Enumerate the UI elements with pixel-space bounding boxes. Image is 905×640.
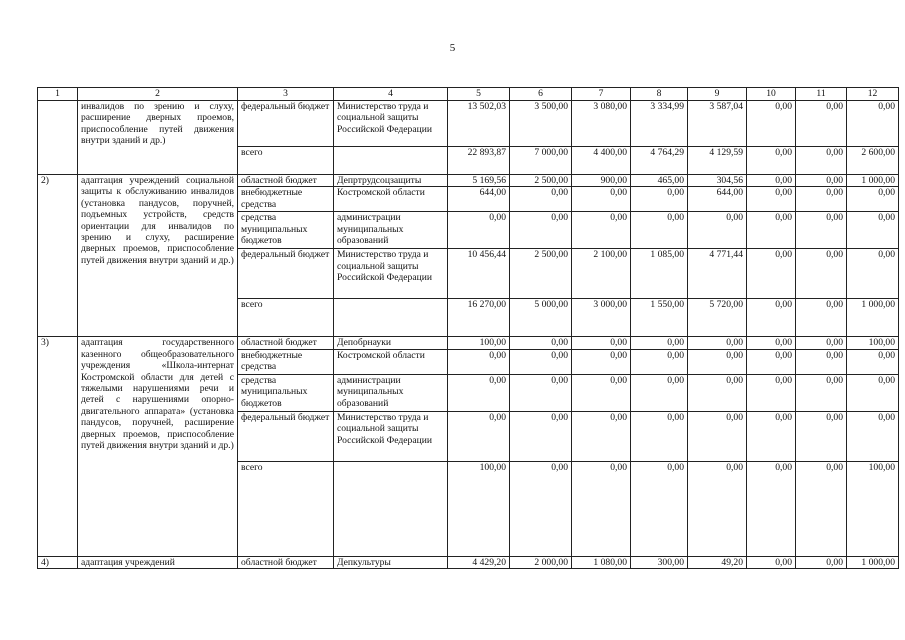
amount-cell: 0,00 bbox=[847, 101, 899, 147]
amount-cell: 22 893,87 bbox=[448, 147, 510, 175]
amount-cell: 100,00 bbox=[448, 337, 510, 349]
amount-cell: 0,00 bbox=[572, 461, 631, 556]
amount-cell: 0,00 bbox=[747, 556, 796, 568]
amount-cell: 0,00 bbox=[631, 349, 688, 374]
amount-cell: 0,00 bbox=[747, 411, 796, 461]
amount-cell: 0,00 bbox=[572, 337, 631, 349]
amount-cell: 644,00 bbox=[448, 187, 510, 212]
responsible-organization: администрации муниципальных образований bbox=[334, 374, 448, 411]
amount-cell: 100,00 bbox=[448, 461, 510, 556]
amount-cell: 300,00 bbox=[631, 556, 688, 568]
responsible-organization: Депкультуры bbox=[334, 556, 448, 568]
column-header: 5 bbox=[448, 88, 510, 101]
amount-cell: 2 000,00 bbox=[510, 556, 572, 568]
amount-cell: 3 334,99 bbox=[631, 101, 688, 147]
amount-cell: 1 000,00 bbox=[847, 175, 899, 187]
amount-cell: 0,00 bbox=[572, 212, 631, 249]
funding-source: федеральный бюджет bbox=[238, 249, 334, 299]
amount-cell: 5 169,56 bbox=[448, 175, 510, 187]
amount-cell: 0,00 bbox=[631, 374, 688, 411]
amount-cell: 0,00 bbox=[510, 349, 572, 374]
column-header: 10 bbox=[747, 88, 796, 101]
amount-cell: 0,00 bbox=[747, 187, 796, 212]
amount-cell: 0,00 bbox=[796, 212, 847, 249]
column-header: 12 bbox=[847, 88, 899, 101]
amount-cell: 0,00 bbox=[688, 337, 747, 349]
amount-cell: 0,00 bbox=[747, 175, 796, 187]
amount-cell: 2 600,00 bbox=[847, 147, 899, 175]
amount-cell: 4 429,20 bbox=[448, 556, 510, 568]
amount-cell: 0,00 bbox=[448, 374, 510, 411]
funding-source: областной бюджет bbox=[238, 175, 334, 187]
column-header: 8 bbox=[631, 88, 688, 101]
amount-cell: 0,00 bbox=[847, 374, 899, 411]
amount-cell: 0,00 bbox=[448, 411, 510, 461]
amount-cell: 0,00 bbox=[631, 411, 688, 461]
responsible-organization bbox=[334, 299, 448, 337]
amount-cell: 0,00 bbox=[796, 147, 847, 175]
amount-cell: 0,00 bbox=[747, 374, 796, 411]
amount-cell: 0,00 bbox=[847, 249, 899, 299]
funding-source: средства муниципальных бюджетов bbox=[238, 212, 334, 249]
amount-cell: 900,00 bbox=[572, 175, 631, 187]
amount-cell: 4 129,59 bbox=[688, 147, 747, 175]
amount-cell: 0,00 bbox=[631, 212, 688, 249]
amount-cell: 0,00 bbox=[796, 374, 847, 411]
amount-cell: 4 400,00 bbox=[572, 147, 631, 175]
amount-cell: 2 500,00 bbox=[510, 249, 572, 299]
funding-source: федеральный бюджет bbox=[238, 101, 334, 147]
amount-cell: 0,00 bbox=[688, 374, 747, 411]
funding-source: федеральный бюджет bbox=[238, 411, 334, 461]
amount-cell: 0,00 bbox=[796, 101, 847, 147]
funding-source: областной бюджет bbox=[238, 556, 334, 568]
amount-cell: 0,00 bbox=[796, 411, 847, 461]
amount-cell: 0,00 bbox=[631, 187, 688, 212]
amount-cell: 3 080,00 bbox=[572, 101, 631, 147]
amount-cell: 0,00 bbox=[796, 556, 847, 568]
amount-cell: 465,00 bbox=[631, 175, 688, 187]
column-header: 3 bbox=[238, 88, 334, 101]
measure-description: адаптация государственного казенного общеобразовательного учреждения «Школа-интернат Костромской области для детей с тяжелыми нарушениями речи и детей с нарушениями опорно-двигательного аппарата» (установка пандусов, поручней, расширение дверных проемов, приспособление путей движения внутри зданий и др.) bbox=[78, 337, 238, 556]
amount-cell: 1 000,00 bbox=[847, 299, 899, 337]
amount-cell: 0,00 bbox=[448, 212, 510, 249]
amount-cell: 0,00 bbox=[796, 299, 847, 337]
responsible-organization: администрации муниципальных образований bbox=[334, 212, 448, 249]
amount-cell: 49,20 bbox=[688, 556, 747, 568]
amount-cell: 2 100,00 bbox=[572, 249, 631, 299]
amount-cell: 3 587,04 bbox=[688, 101, 747, 147]
amount-cell: 0,00 bbox=[448, 349, 510, 374]
amount-cell: 0,00 bbox=[796, 349, 847, 374]
column-header: 7 bbox=[572, 88, 631, 101]
amount-cell: 0,00 bbox=[747, 101, 796, 147]
item-number: 4) bbox=[38, 556, 78, 568]
amount-cell: 0,00 bbox=[572, 349, 631, 374]
amount-cell: 1 080,00 bbox=[572, 556, 631, 568]
responsible-organization: Министерство труда и социальной защиты Российской Федерации bbox=[334, 249, 448, 299]
responsible-organization: Костромской области bbox=[334, 187, 448, 212]
amount-cell: 4 771,44 bbox=[688, 249, 747, 299]
responsible-organization: Депобрнауки bbox=[334, 337, 448, 349]
responsible-organization: Министерство труда и социальной защиты Российской Федерации bbox=[334, 411, 448, 461]
responsible-organization bbox=[334, 147, 448, 175]
funding-source: всего bbox=[238, 299, 334, 337]
amount-cell: 0,00 bbox=[510, 374, 572, 411]
amount-cell: 0,00 bbox=[688, 411, 747, 461]
item-number: 2) bbox=[38, 175, 78, 337]
amount-cell: 0,00 bbox=[688, 212, 747, 249]
funding-source: внебюджетные средства bbox=[238, 349, 334, 374]
column-number-row bbox=[38, 88, 899, 101]
table-row bbox=[38, 101, 899, 147]
amount-cell: 0,00 bbox=[688, 349, 747, 374]
amount-cell: 0,00 bbox=[796, 187, 847, 212]
page-number: 5 bbox=[449, 42, 456, 54]
amount-cell: 0,00 bbox=[631, 461, 688, 556]
column-header: 2 bbox=[78, 88, 238, 101]
amount-cell: 0,00 bbox=[747, 461, 796, 556]
amount-cell: 16 270,00 bbox=[448, 299, 510, 337]
amount-cell: 644,00 bbox=[688, 187, 747, 212]
funding-source: внебюджетные средства bbox=[238, 187, 334, 212]
amount-cell: 5 720,00 bbox=[688, 299, 747, 337]
amount-cell: 0,00 bbox=[510, 411, 572, 461]
responsible-organization bbox=[334, 461, 448, 556]
amount-cell: 0,00 bbox=[510, 187, 572, 212]
item-number: 3) bbox=[38, 337, 78, 556]
amount-cell: 304,56 bbox=[688, 175, 747, 187]
amount-cell: 0,00 bbox=[510, 337, 572, 349]
amount-cell: 0,00 bbox=[510, 212, 572, 249]
responsible-organization: Депртрудсоцзащиты bbox=[334, 175, 448, 187]
amount-cell: 0,00 bbox=[747, 349, 796, 374]
amount-cell: 0,00 bbox=[747, 299, 796, 337]
table-row bbox=[38, 175, 899, 187]
amount-cell: 0,00 bbox=[572, 187, 631, 212]
column-header: 4 bbox=[334, 88, 448, 101]
amount-cell: 0,00 bbox=[572, 374, 631, 411]
measure-description: адаптация учреждений социальной защиты к обслуживанию инвалидов (установка пандусов, поручней, подъемных устройств, средств ориентации для инвалидов по зрению и слуху, расширение дверных проемов, приспособление путей движения внутри зданий и др.) bbox=[78, 175, 238, 337]
table-row bbox=[38, 337, 899, 349]
amount-cell: 1 085,00 bbox=[631, 249, 688, 299]
item-number bbox=[38, 101, 78, 175]
amount-cell: 0,00 bbox=[747, 212, 796, 249]
amount-cell: 0,00 bbox=[796, 337, 847, 349]
amount-cell: 0,00 bbox=[796, 461, 847, 556]
column-header: 9 bbox=[688, 88, 747, 101]
amount-cell: 0,00 bbox=[796, 249, 847, 299]
amount-cell: 5 000,00 bbox=[510, 299, 572, 337]
budget-table-body bbox=[38, 88, 899, 569]
amount-cell: 10 456,44 bbox=[448, 249, 510, 299]
funding-source: всего bbox=[238, 147, 334, 175]
amount-cell: 0,00 bbox=[747, 147, 796, 175]
funding-source: всего bbox=[238, 461, 334, 556]
amount-cell: 7 000,00 bbox=[510, 147, 572, 175]
amount-cell: 0,00 bbox=[747, 249, 796, 299]
amount-cell: 0,00 bbox=[510, 461, 572, 556]
amount-cell: 13 502,03 bbox=[448, 101, 510, 147]
amount-cell: 0,00 bbox=[688, 461, 747, 556]
column-header: 6 bbox=[510, 88, 572, 101]
amount-cell: 4 764,29 bbox=[631, 147, 688, 175]
table-row bbox=[38, 556, 899, 568]
amount-cell: 3 500,00 bbox=[510, 101, 572, 147]
measure-description: инвалидов по зрению и слуху, расширение дверных проемов, приспособление путей движения внутри зданий и др.) bbox=[78, 101, 238, 175]
responsible-organization: Министерство труда и социальной защиты Российской Федерации bbox=[334, 101, 448, 147]
amount-cell: 0,00 bbox=[796, 175, 847, 187]
funding-source: областной бюджет bbox=[238, 337, 334, 349]
funding-source: средства муниципальных бюджетов bbox=[238, 374, 334, 411]
amount-cell: 0,00 bbox=[847, 187, 899, 212]
amount-cell: 1 550,00 bbox=[631, 299, 688, 337]
amount-cell: 1 000,00 bbox=[847, 556, 899, 568]
amount-cell: 0,00 bbox=[631, 337, 688, 349]
column-header: 1 bbox=[38, 88, 78, 101]
amount-cell: 0,00 bbox=[847, 411, 899, 461]
amount-cell: 0,00 bbox=[747, 337, 796, 349]
amount-cell: 2 500,00 bbox=[510, 175, 572, 187]
amount-cell: 0,00 bbox=[847, 212, 899, 249]
column-header: 11 bbox=[796, 88, 847, 101]
amount-cell: 100,00 bbox=[847, 461, 899, 556]
amount-cell: 100,00 bbox=[847, 337, 899, 349]
budget-table bbox=[37, 87, 899, 569]
measure-description: адаптация учреждений bbox=[78, 556, 238, 568]
amount-cell: 0,00 bbox=[572, 411, 631, 461]
amount-cell: 3 000,00 bbox=[572, 299, 631, 337]
responsible-organization: Костромской области bbox=[334, 349, 448, 374]
amount-cell: 0,00 bbox=[847, 349, 899, 374]
